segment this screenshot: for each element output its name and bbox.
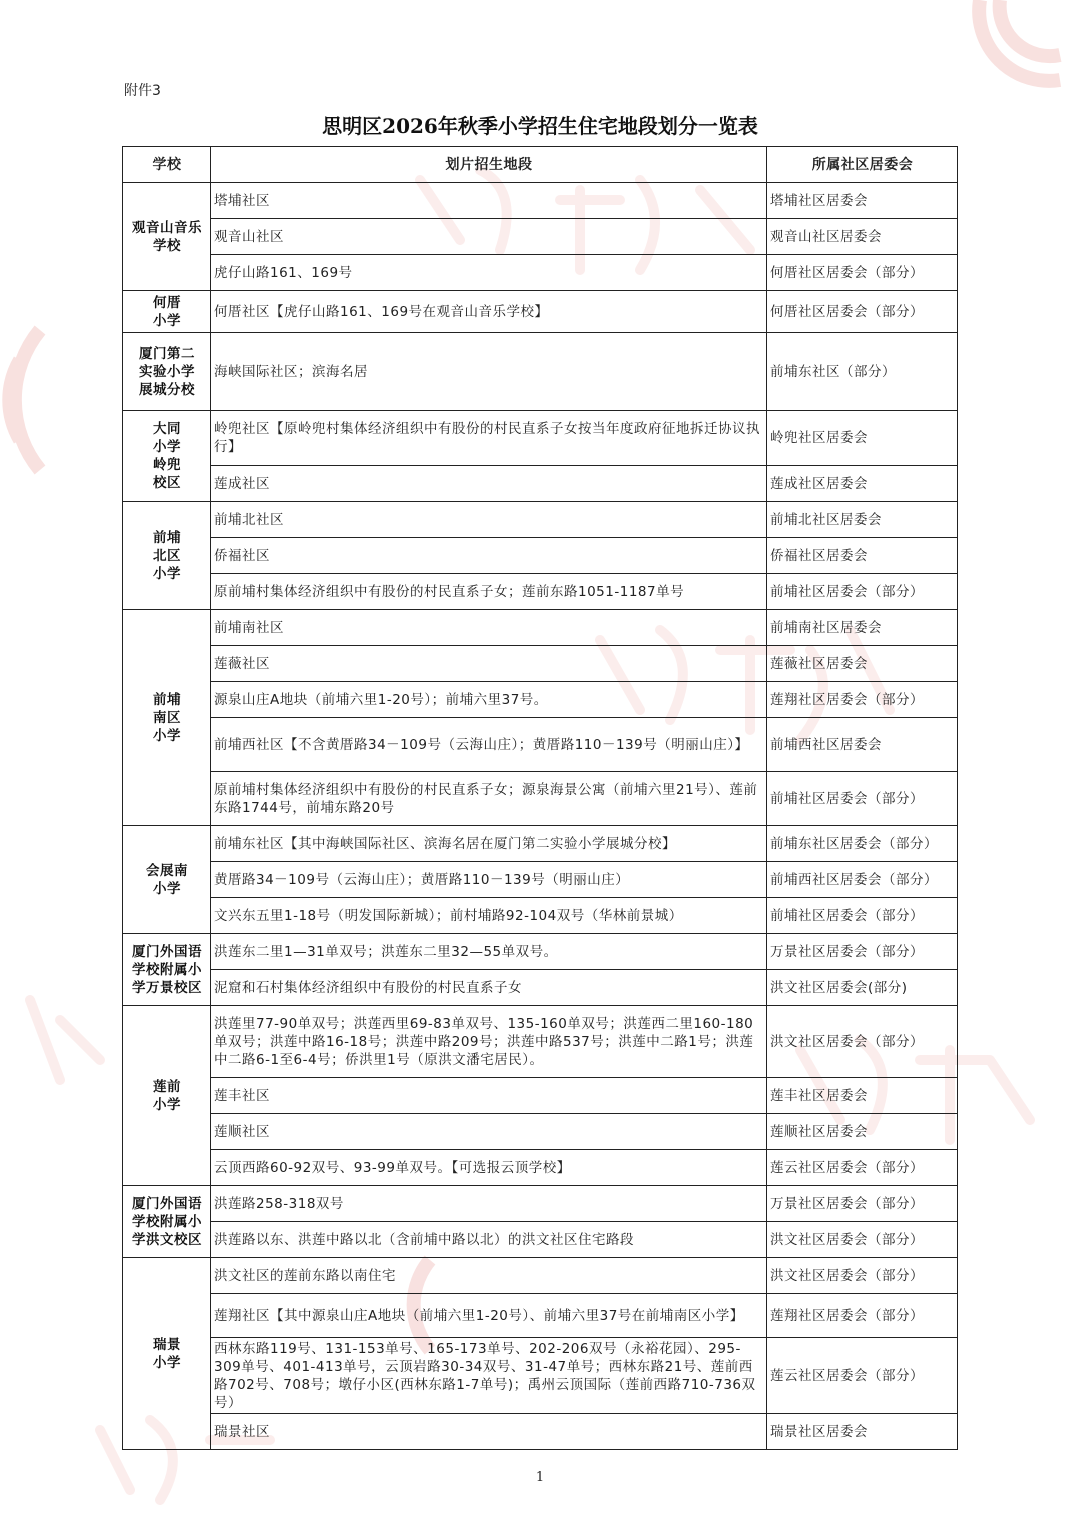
table-row <box>123 934 958 970</box>
community-cell: 岭兜社区居委会 <box>767 411 958 466</box>
community-cell: 前埔社区居委会（部分） <box>767 574 958 610</box>
school-name: 大同小学岭兜校区 <box>153 421 181 491</box>
table-row <box>123 1150 958 1186</box>
school-cell <box>123 502 211 610</box>
area-cell: 观音山社区 <box>211 219 767 255</box>
school-name: 前埔南区小学 <box>153 691 181 744</box>
area-cell: 莲丰社区 <box>211 1078 767 1114</box>
community-cell: 莲翔社区居委会（部分） <box>767 1294 958 1338</box>
community-cell: 洪文社区居委会（部分） <box>767 1222 958 1258</box>
area-cell: 洪文社区的莲前东路以南住宅 <box>211 1258 767 1294</box>
table-row <box>123 1114 958 1150</box>
school-name: 莲前小学 <box>153 1078 181 1113</box>
school-cell <box>123 934 211 1006</box>
community-cell: 万景社区居委会（部分） <box>767 934 958 970</box>
community-cell: 莲云社区居委会（部分） <box>767 1338 958 1414</box>
table-row <box>123 219 958 255</box>
table-row <box>123 1294 958 1338</box>
community-cell: 莲薇社区居委会 <box>767 646 958 682</box>
area-cell: 岭兜社区【原岭兜村集体经济组织中有股份的村民直系子女按当年度政府征地拆迁协议执行】 <box>211 411 767 466</box>
community-cell: 前埔社区居委会（部分） <box>767 772 958 826</box>
table-row <box>123 1338 958 1414</box>
area-cell: 塔埔社区 <box>211 183 767 219</box>
community-cell: 莲成社区居委会 <box>767 466 958 502</box>
table-row <box>123 1258 958 1294</box>
community-cell: 观音山社区居委会 <box>767 219 958 255</box>
area-cell: 洪莲路258-318双号 <box>211 1186 767 1222</box>
header-area: 划片招生地段 <box>211 147 767 183</box>
school-cell <box>123 411 211 502</box>
table-row <box>123 333 958 411</box>
table-row <box>123 411 958 466</box>
area-cell: 西林东路119号、131-153单号、165-173单号、202-206双号（永裕花园）、295-309单号、401-413单号，云顶岩路30-34双号、31-47单号；西林东路21号、莲前西路702号、708号；墩仔小区(西林东路1-7单号)；禹州云顶国际（莲前西路710-736双号） <box>211 1338 767 1414</box>
annex-label: 附件3 <box>124 83 161 99</box>
table-row <box>123 772 958 826</box>
community-cell: 莲顺社区居委会 <box>767 1114 958 1150</box>
area-cell: 原前埔村集体经济组织中有股份的村民直系子女；莲前东路1051-1187单号 <box>211 574 767 610</box>
area-cell: 洪莲路以东、洪莲中路以北（含前埔中路以北）的洪文社区住宅路段 <box>211 1222 767 1258</box>
school-cell <box>123 826 211 934</box>
area-cell: 洪莲里77-90单双号；洪莲西里69-83单双号、135-160单双号；洪莲西二里160-180单双号；洪莲中路16-18号；洪莲中路209号；洪莲中路537号；洪莲中二路1号；洪莲中二路6-1至6-4号；侨洪里1号（原洪文潘宅居民）。 <box>211 1006 767 1078</box>
school-name: 瑞景小学 <box>153 1336 181 1371</box>
table-row <box>123 970 958 1006</box>
area-cell: 原前埔村集体经济组织中有股份的村民直系子女；源泉海景公寓（前埔六里21号）、莲前东路1744号，前埔东路20号 <box>211 772 767 826</box>
area-cell: 莲翔社区【其中源泉山庄A地块（前埔六里1-20号）、前埔六里37号在前埔南区小学】 <box>211 1294 767 1338</box>
school-cell <box>123 1186 211 1258</box>
community-cell: 洪文社区居委会（部分） <box>767 1258 958 1294</box>
table-row <box>123 610 958 646</box>
area-cell: 何厝社区【虎仔山路161、169号在观音山音乐学校】 <box>211 291 767 333</box>
page-number: 1 <box>535 1470 545 1485</box>
area-cell: 泥窟和石村集体经济组织中有股份的村民直系子女 <box>211 970 767 1006</box>
community-cell: 前埔北社区居委会 <box>767 502 958 538</box>
table-row <box>123 826 958 862</box>
table-row <box>123 898 958 934</box>
community-cell: 瑞景社区居委会 <box>767 1414 958 1450</box>
community-cell: 塔埔社区居委会 <box>767 183 958 219</box>
community-cell: 洪文社区居委会（部分） <box>767 1006 958 1078</box>
school-cell <box>123 1258 211 1450</box>
community-cell: 前埔西社区居委会（部分） <box>767 862 958 898</box>
school-cell <box>123 333 211 411</box>
area-cell: 黄厝路34－109号（云海山庄）；黄厝路110－139号（明丽山庄） <box>211 862 767 898</box>
area-cell: 洪莲东二里1—31单双号；洪莲东二里32—55单双号。 <box>211 934 767 970</box>
community-cell: 何厝社区居委会（部分） <box>767 255 958 291</box>
header-community: 所属社区居委会 <box>767 147 958 183</box>
community-cell: 前埔东社区（部分） <box>767 333 958 411</box>
community-cell: 前埔西社区居委会 <box>767 718 958 772</box>
area-cell: 源泉山庄A地块（前埔六里1-20号）；前埔六里37号。 <box>211 682 767 718</box>
table-row <box>123 862 958 898</box>
school-name: 厦门外国语学校附属小学万景校区 <box>132 943 202 996</box>
community-cell: 前埔东社区居委会（部分） <box>767 826 958 862</box>
table-row <box>123 538 958 574</box>
table-header-row <box>123 147 958 183</box>
table-row <box>123 1414 958 1450</box>
area-cell: 侨福社区 <box>211 538 767 574</box>
school-cell <box>123 291 211 333</box>
school-name: 厦门外国语学校附属小学洪文校区 <box>132 1195 202 1248</box>
school-name: 会展南小学 <box>146 862 188 897</box>
table-row <box>123 466 958 502</box>
school-name: 厦门第二实验小学展城分校 <box>139 345 195 398</box>
school-name: 何厝小学 <box>153 294 181 329</box>
allocation-table <box>122 146 958 1450</box>
community-cell: 莲翔社区居委会（部分） <box>767 682 958 718</box>
area-cell: 莲成社区 <box>211 466 767 502</box>
area-cell: 前埔西社区【不含黄厝路34－109号（云海山庄）；黄厝路110－139号（明丽山庄）】 <box>211 718 767 772</box>
table-row <box>123 291 958 333</box>
table-row <box>123 183 958 219</box>
table-row <box>123 1006 958 1078</box>
school-cell <box>123 1006 211 1186</box>
community-cell: 前埔南社区居委会 <box>767 610 958 646</box>
community-cell: 洪文社区居委会(部分) <box>767 970 958 1006</box>
area-cell: 莲顺社区 <box>211 1114 767 1150</box>
area-cell: 文兴东五里1-18号（明发国际新城）；前村埔路92-104双号（华林前景城） <box>211 898 767 934</box>
community-cell: 万景社区居委会（部分） <box>767 1186 958 1222</box>
community-cell: 前埔社区居委会（部分） <box>767 898 958 934</box>
table-row <box>123 646 958 682</box>
table-row <box>123 682 958 718</box>
area-cell: 云顶西路60-92双号、93-99单双号。【可选报云顶学校】 <box>211 1150 767 1186</box>
area-cell: 前埔东社区【其中海峡国际社区、滨海名居在厦门第二实验小学展城分校】 <box>211 826 767 862</box>
table-row <box>123 1078 958 1114</box>
community-cell: 侨福社区居委会 <box>767 538 958 574</box>
table-row <box>123 718 958 772</box>
area-cell: 前埔南社区 <box>211 610 767 646</box>
area-cell: 海峡国际社区；滨海名居 <box>211 333 767 411</box>
school-cell <box>123 183 211 291</box>
area-cell: 虎仔山路161、169号 <box>211 255 767 291</box>
table-row <box>123 255 958 291</box>
area-cell: 莲薇社区 <box>211 646 767 682</box>
community-cell: 莲丰社区居委会 <box>767 1078 958 1114</box>
school-name: 前埔北区小学 <box>153 529 181 582</box>
table-row <box>123 1186 958 1222</box>
area-cell: 瑞景社区 <box>211 1414 767 1450</box>
page-title: 思明区2026年秋季小学招生住宅地段划分一览表 <box>322 114 758 138</box>
community-cell: 何厝社区居委会（部分） <box>767 291 958 333</box>
community-cell: 莲云社区居委会（部分） <box>767 1150 958 1186</box>
school-name: 观音山音乐学校 <box>132 219 202 254</box>
table-row <box>123 502 958 538</box>
area-cell: 前埔北社区 <box>211 502 767 538</box>
header-school: 学校 <box>123 147 211 183</box>
table-row <box>123 1222 958 1258</box>
table-row <box>123 574 958 610</box>
school-cell <box>123 610 211 826</box>
